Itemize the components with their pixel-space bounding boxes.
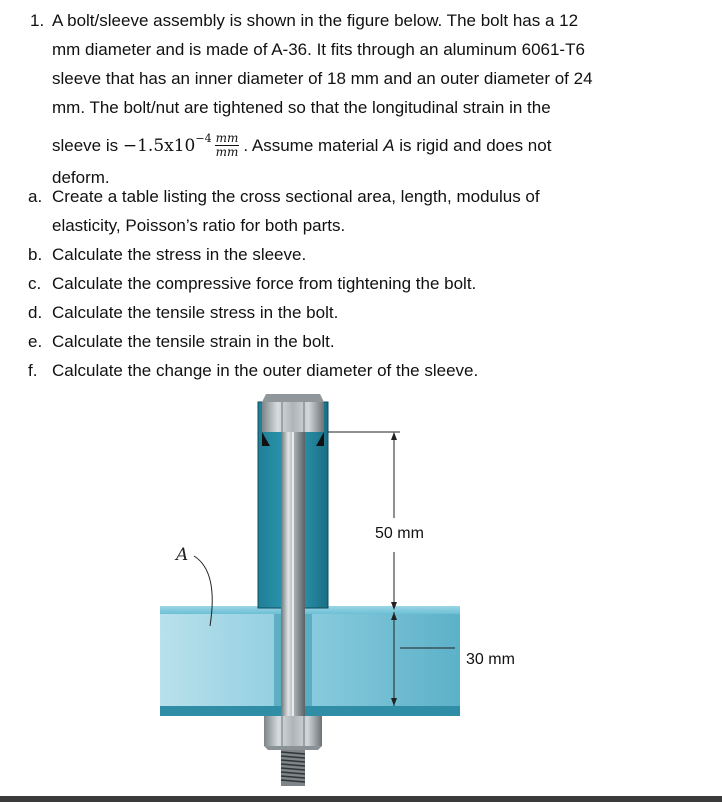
assume-post: is rigid and does not	[399, 136, 552, 155]
sub-question-line: Create a table listing the cross sectional area, length, modulus of	[52, 187, 540, 206]
dim-label-sleeve: 50 mm	[375, 525, 424, 542]
problem-line-2: mm diameter and is made of A-36. It fits through an aluminum 6061-T6	[52, 40, 585, 59]
sub-question-text	[52, 182, 708, 240]
bottom-rule	[0, 796, 722, 802]
bolt-sleeve-figure	[150, 388, 570, 797]
sub-question-line: Calculate the stress in the sleeve.	[52, 245, 307, 264]
sub-question	[28, 298, 708, 327]
problem-line-5	[52, 122, 710, 163]
problem-text	[52, 6, 710, 192]
problem-line-1: A bolt/sleeve assembly is shown in the figure below. The bolt has a 12	[52, 11, 579, 30]
assume-pre: . Assume material	[243, 136, 379, 155]
problem-line-3: sleeve that has an inner diameter of 18 mm and an outer diameter of 24	[52, 69, 593, 88]
sub-question	[28, 327, 708, 356]
strain-unit-numerator: mm	[215, 131, 239, 146]
strain-unit-fraction	[215, 132, 240, 159]
problem-statement	[30, 6, 710, 192]
sub-question-letter: a.	[28, 187, 43, 206]
bolt-head	[262, 402, 324, 432]
sub-question-line: elasticity, Poisson’s ratio for both parts.	[52, 216, 346, 235]
problem-line-6: deform.	[52, 168, 110, 187]
sub-question-line: Calculate the compressive force from tightening the bolt.	[52, 274, 477, 293]
sub-question-line: Calculate the change in the outer diameter of the sleeve.	[52, 361, 479, 380]
strain-value: −1.5x10	[122, 136, 196, 156]
sub-question-line: Calculate the tensile strain in the bolt.	[52, 332, 335, 351]
strain-unit-denominator: mm	[215, 145, 239, 160]
problem-line-4: mm. The bolt/nut are tightened so that the longitudinal strain in the	[52, 98, 551, 117]
sub-question	[28, 240, 708, 269]
bolt-sleeve-drawing	[150, 388, 570, 792]
nut	[264, 716, 322, 746]
sub-question	[28, 182, 708, 240]
sub-question-letter: c.	[28, 274, 42, 293]
strain-exponent: −4	[195, 132, 212, 145]
strain-prefix: sleeve is	[52, 136, 119, 155]
problem-number: 1.	[30, 11, 45, 30]
sub-question-letter: b.	[28, 245, 43, 264]
sub-question	[28, 269, 708, 298]
assume-var: A	[383, 136, 395, 155]
sub-question-letter: f.	[28, 361, 38, 380]
bolt-threads	[281, 750, 305, 786]
label-A: A	[176, 545, 189, 565]
sub-question-letter: d.	[28, 303, 43, 322]
dim-label-plate: 30 mm	[466, 651, 515, 668]
sub-question-line: Calculate the tensile stress in the bolt.	[52, 303, 339, 322]
sub-question-list	[28, 182, 708, 385]
dim-arrow	[391, 432, 397, 440]
nut-bottom	[264, 746, 322, 750]
sub-question	[28, 356, 708, 385]
sub-question-letter: e.	[28, 332, 43, 351]
bolt-head-top	[262, 394, 324, 402]
plate-bottom-edge	[160, 706, 460, 716]
